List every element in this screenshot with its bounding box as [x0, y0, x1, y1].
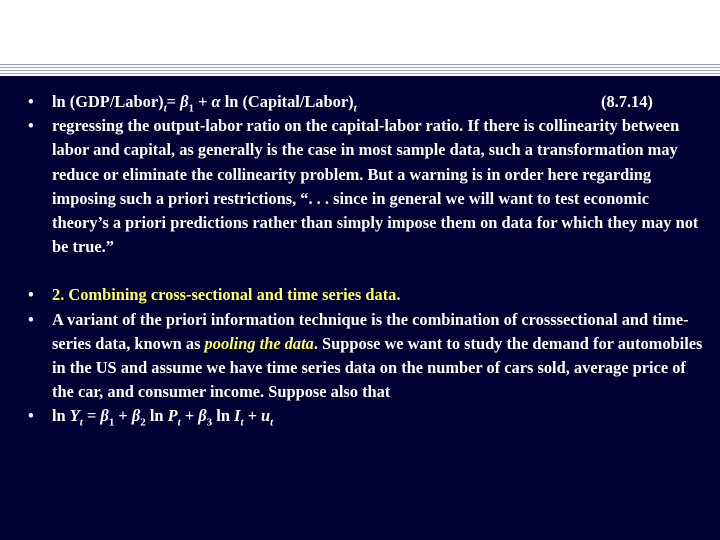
bullet-icon: • — [28, 309, 34, 329]
section-heading: 2. Combining cross-sectional and time series data. — [52, 285, 401, 305]
header-band — [0, 0, 720, 64]
spacer — [28, 259, 708, 283]
paragraph-text: A variant of the priori information technique is the combination of crosssectional and time-series data, known as pooling the data. Suppose we want to study the demand for automobiles in the US and assume we have time series data on the number of cars sold, average price of the car, and consumer income. Suppose also that — [52, 309, 703, 402]
bullet-icon: • — [28, 406, 34, 426]
paragraph-text: regressing the output-labor ratio on the capital-labor ratio. If there is collinearity between labor and capital, as generally is the case in most sample data, such a transformation may reduce or eliminate the collinearity problem. But a warning is in order here regarding imposing such a priori restrictions, “. . . since in general we will want to test economic theory’s a priori predictions rather than simply impose them on data for which they may not be true.” — [52, 116, 699, 257]
bullet-equation-8-7-14 — [28, 90, 708, 114]
equation-number: (8.7.14) — [601, 92, 653, 111]
bullet-icon: • — [28, 92, 34, 111]
pooling-emphasis: pooling the data — [204, 333, 314, 353]
bullet-icon: • — [28, 116, 34, 136]
bullet-demand-equation — [28, 404, 708, 428]
bullet-section-heading — [28, 283, 708, 307]
bullet-pooling-explanation — [28, 308, 708, 405]
bullet-icon: • — [28, 285, 34, 305]
bullet-regression-explanation — [28, 114, 708, 259]
equation-text: $\ln (GDP/Labor)_t= \beta_1 + \alpha$ $\ln (Capital/Labor)_t$ — [52, 92, 357, 115]
header-stripe — [0, 64, 720, 76]
slide-body — [28, 90, 708, 429]
equation-text: $\ln Y_t = \beta_1 + \beta_2$ $\ln P_t + \beta_3$ $\ln I_t + u_t$ — [52, 406, 274, 429]
